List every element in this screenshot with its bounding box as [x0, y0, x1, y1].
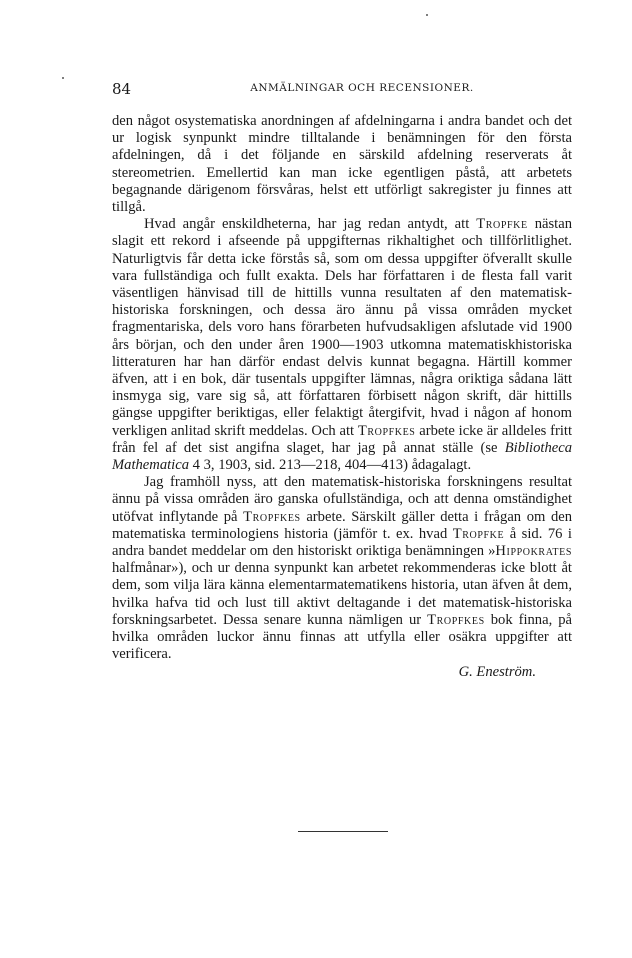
- page-header: [112, 80, 572, 100]
- author-name: Tropfkes: [427, 611, 485, 628]
- text-run: Jag framhöll nyss, att den matematisk-historiska forskningens resultat ännu på vissa områden äro ganska ofullständiga, och att denna omständighet utöfvat inflytande på: [112, 474, 572, 525]
- journal-title: Bibliotheca Mathematica: [112, 439, 573, 474]
- paragraph-3: [112, 474, 572, 663]
- article-body: [112, 113, 572, 681]
- paragraph-1: [112, 113, 572, 216]
- closing-rule: [298, 831, 388, 832]
- paragraph-1-text: den något osystematiska anordningen af afdelningarna i andra bandet och det ur logisk synpunkt mindre tilltalande i benämningen för den första afdelningen, då i det följande en särskild afdelning reserverats åt stereometrien. Emellertid kan man icke egentligen påstå, att arbetets begagnande därigenom försvåras, helst ett utförligt sakregister ju finnes att tillgå.: [112, 113, 572, 216]
- text-run: Hvad angår enskildheterna, har jag redan antydt, att: [144, 216, 470, 233]
- author-name: Tropfke: [476, 216, 528, 233]
- page-number: 84: [112, 80, 132, 98]
- text-run: nästan slagit ett rekord i afseende på uppgifternas rikhaltighet och tillförlitlighet. Naturligtvis får detta icke förstås så, som om dessa uppgifter öfverallt skulle vara fullständiga och fullt exakta. Dels har författaren i de flesta fall varit väsentligen hänvisad till de hittills vunna resultaten af den matematisk-historiska forskningen, och dessa äro ännu på vissa områden mycket fragmentariska, dels voro hans förarbeten hufvudsakligen afslutade vid 1900 års början, och den under åren 1900—1903 utkomna matematiskhistoriska litteraturen har han därför endast delvis kunnat begagna. Härtill kommer äfven, att i en bok, där tusentals uppgifter lämnas, några oriktiga sådana lätt insmyga sig, vare sig så, att författaren förbisett någon skrift, där hittills gängse uppgifter beriktigas, eller felaktigt återgifvit, hvad i någon af honom verkligen anlitad skrift meddelas. Och att: [112, 216, 573, 439]
- signature: G. Eneström.: [458, 663, 536, 680]
- text-run: å sid. 76 i andra bandet meddelar om den historiskt oriktiga benämningen »: [112, 525, 572, 560]
- paragraph-2: [112, 216, 572, 474]
- signature-line: [112, 664, 572, 681]
- print-speck: [62, 77, 64, 79]
- author-name: Tropfkes: [357, 422, 416, 439]
- text-run: halfmånar»), och ur denna synpunkt kan arbetet rekommenderas icke blott åt dem, som vilja lära känna elementarmatematikens historia, utan äfven åt dem, hvilka hafva tid och lust till aktivt deltagande i det matematisk-historiska forskningsarbetet. Dessa senare kunna nämligen ur: [112, 560, 572, 628]
- text-run: arbete. Särskilt gäller detta i frågan om den matematiska terminologiens historia (jämför t. ex. hvad: [112, 508, 573, 542]
- text-run: 4 3, 1903, sid. 213—218, 404—413) ådagalagt.: [192, 457, 472, 474]
- running-head: ANMÄLNINGAR OCH RECENSIONER.: [250, 82, 474, 94]
- author-name: Tropfke: [452, 525, 505, 542]
- text-run: bok finna, på hvilka områden luckor ännu finnas att utfylla eller osäkra uppgifter att verificera.: [112, 611, 572, 663]
- author-name: Hippokrates: [495, 543, 572, 560]
- text-run: arbete icke är alldeles fritt från fel af det sist angifna slaget, har jag på annat ställe (se: [112, 422, 573, 456]
- print-speck: [426, 14, 428, 16]
- author-name: Tropfkes: [243, 508, 301, 525]
